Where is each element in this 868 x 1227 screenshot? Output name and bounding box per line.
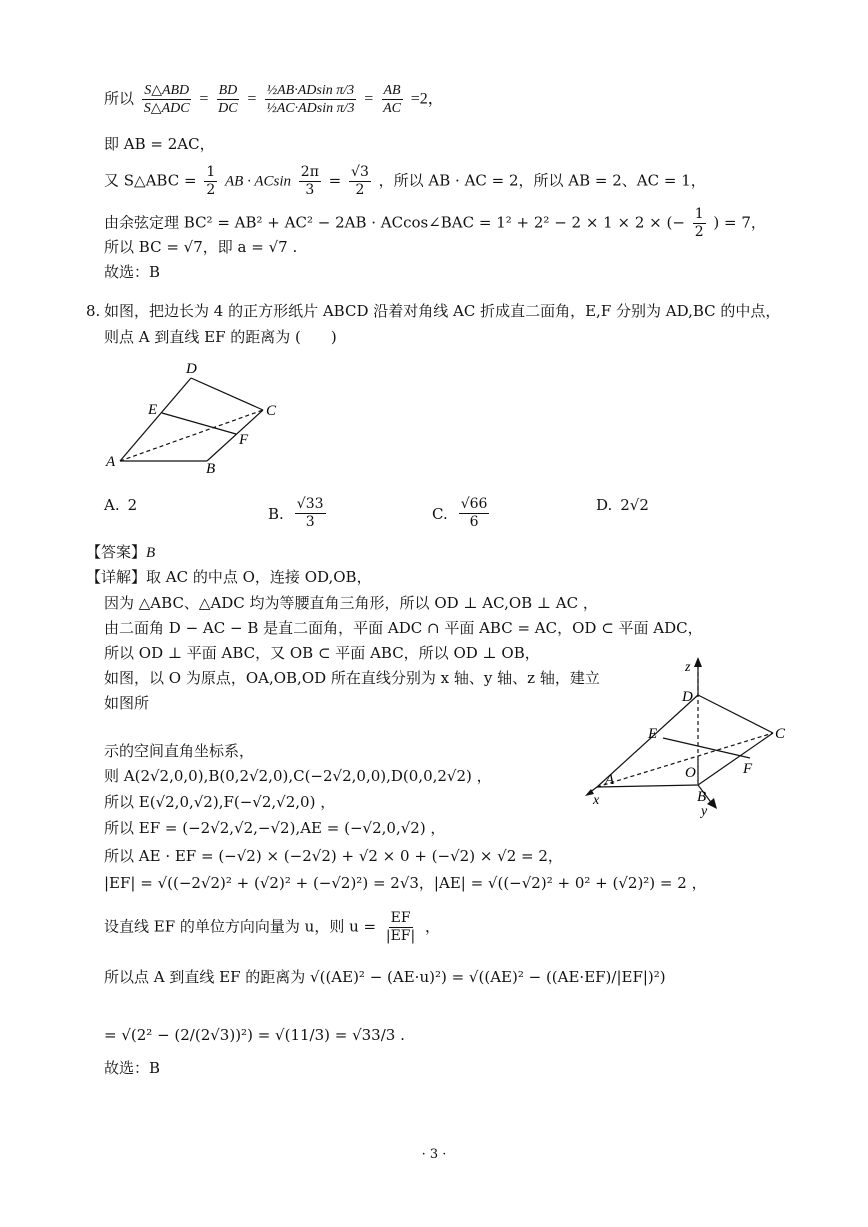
label-B: B bbox=[206, 461, 216, 477]
option-b[interactable]: B. $\frac{√33}{3}$ bbox=[268, 496, 324, 530]
label-F: F bbox=[743, 761, 753, 777]
figure-coordinate-system bbox=[585, 655, 795, 825]
label-D: D bbox=[186, 361, 197, 377]
solution-line-9: 所以 E(√2,0,√2),F(−√2,√2,0) ， bbox=[104, 793, 336, 811]
solution-line-5: 如图，以 O 为原点，OA,OB,OD 所在直线分别为 x 轴、y 轴、z 轴，建立 bbox=[104, 669, 600, 687]
solution-line-6: 如图所 bbox=[104, 694, 150, 712]
prev-line-2: 即 AB = 2AC， bbox=[104, 135, 215, 153]
question-text-2: 则点 A 到直线 EF 的距离为 ( ) bbox=[104, 328, 337, 346]
segment-EF bbox=[162, 413, 236, 434]
label-x: x bbox=[593, 793, 600, 808]
solution-line-7: 示的空间直角坐标系， bbox=[104, 742, 255, 760]
label-D: D bbox=[682, 689, 693, 705]
label-A: A bbox=[106, 454, 116, 470]
prev-line-4: 由余弦定理 BC² = AB² + AC² − 2AB · ACcos∠BAC = 1² + 2² − 2 × 1 × 2 × (− $\frac{1}{2}$ ) = 7， bbox=[104, 206, 766, 240]
solution-line-16: 故选：B bbox=[104, 1059, 161, 1077]
label-B: B bbox=[697, 789, 707, 805]
question-number: 8. bbox=[86, 302, 101, 320]
solution-line-11: 所以 AE · EF = (−√2) × (−2√2) + √2 × 0 + (−√2) × √2 = 2， bbox=[104, 847, 563, 865]
prev-line-3: 又 S△ABC = $\frac{1}{2}$ AB · ACsin $\frac{2\pi}{3}$ = $\frac{√3}{2}$ ，所以 AB · AC = 2，所以 AB = 2、AC = 1， bbox=[104, 164, 706, 198]
figure-folded-square bbox=[100, 358, 290, 478]
question-text-1: 如图，把边长为 4 的正方形纸片 ABCD 沿着对角线 AC 折成直二面角，E,F 分别为 AD,BC 的中点， bbox=[104, 302, 781, 320]
label-O: O bbox=[685, 765, 696, 781]
solution-line-8: 则 A(2√2,0,0),B(0,2√2,0),C(−2√2,0,0),D(0,0,2√2) ， bbox=[104, 767, 492, 785]
label-y: y bbox=[701, 804, 708, 819]
edge-BC bbox=[207, 410, 263, 461]
label-C: C bbox=[266, 403, 277, 419]
solution-line-3: 由二面角 D − AC − B 是直二面角，平面 ADC ∩ 平面 ABC = AC，OD ⊂ 平面 ADC， bbox=[104, 619, 703, 637]
label-A: A bbox=[605, 772, 615, 788]
fraction: $\frac{\text{S△ABD}}{\text{S△ADC}}$ bbox=[143, 83, 190, 116]
edge-DC bbox=[698, 695, 773, 733]
fraction: $\frac{AB}{AC}$ bbox=[383, 83, 401, 116]
label-E: E bbox=[648, 726, 658, 742]
label-E: E bbox=[148, 402, 158, 418]
label-z: z bbox=[685, 660, 691, 675]
solution-line-2: 因为 △ABC、△ADC 均为等腰直角三角形，所以 OD ⊥ AC,OB ⊥ AC ， bbox=[104, 594, 598, 612]
solution-line-15: = √(2² − (2/(2√3))²) = √(11/3) = √33/3 . bbox=[104, 1026, 405, 1044]
edge-DC bbox=[191, 378, 263, 410]
answer: 【答案】B bbox=[86, 543, 156, 561]
edge-BC bbox=[698, 733, 773, 785]
fraction: $\frac{\text{½AB·ADsin π/3}}{\text{½AC·ADsin π/3}}$ bbox=[266, 83, 355, 116]
option-c[interactable]: C. $\frac{√66}{6}$ bbox=[432, 496, 488, 530]
option-d[interactable]: D. 2√2 bbox=[596, 496, 649, 514]
solution-line-4: 所以 OD ⊥ 平面 ABC，又 OB ⊂ 平面 ABC，所以 OD ⊥ OB， bbox=[104, 644, 540, 662]
label-F: F bbox=[239, 432, 249, 448]
z-arrow-icon bbox=[694, 657, 702, 667]
prev-line-1: 所以 $\frac{\text{S△ABD}}{\text{S△ADC}}$ = $\frac{BD}{DC}$ = $\frac{\text{½AB·ADsin π/3}}{\text{½AC·ADsin π/3}}$ = $\frac{AB}{AC}$ =2， bbox=[104, 83, 444, 116]
option-a[interactable]: A. 2 bbox=[104, 496, 138, 514]
solution-line-13: 设直线 EF 的单位方向向量为 u，则 u = $\frac{EF}{|EF|}$ ， bbox=[104, 910, 441, 944]
solution-line-10: 所以 EF = (−2√2,√2,−√2),AE = (−√2,0,√2) ， bbox=[104, 819, 446, 837]
solution-line-12: |EF| = √((−2√2)² + (√2)² + (−√2)²) = 2√3，|AE| = √((−√2)² + 0² + (√2)²) = 2 ， bbox=[104, 874, 707, 892]
label-C: C bbox=[775, 726, 786, 742]
fraction: $\frac{BD}{DC}$ bbox=[218, 83, 238, 116]
segment-EF bbox=[663, 738, 750, 758]
prev-line-6: 故选：B bbox=[104, 263, 161, 281]
page-number: · 3 · bbox=[421, 1147, 447, 1162]
solution-line-14: 所以点 A 到直线 EF 的距离为 √((AE)² − (AE·u)²) = √((AE)² − ((AE·EF)/|EF|)²) bbox=[104, 968, 666, 986]
prev-line-5: 所以 BC = √7，即 a = √7 . bbox=[104, 238, 298, 256]
solution-line-1: 【详解】取 AC 的中点 O，连接 OD,OB， bbox=[86, 568, 372, 586]
